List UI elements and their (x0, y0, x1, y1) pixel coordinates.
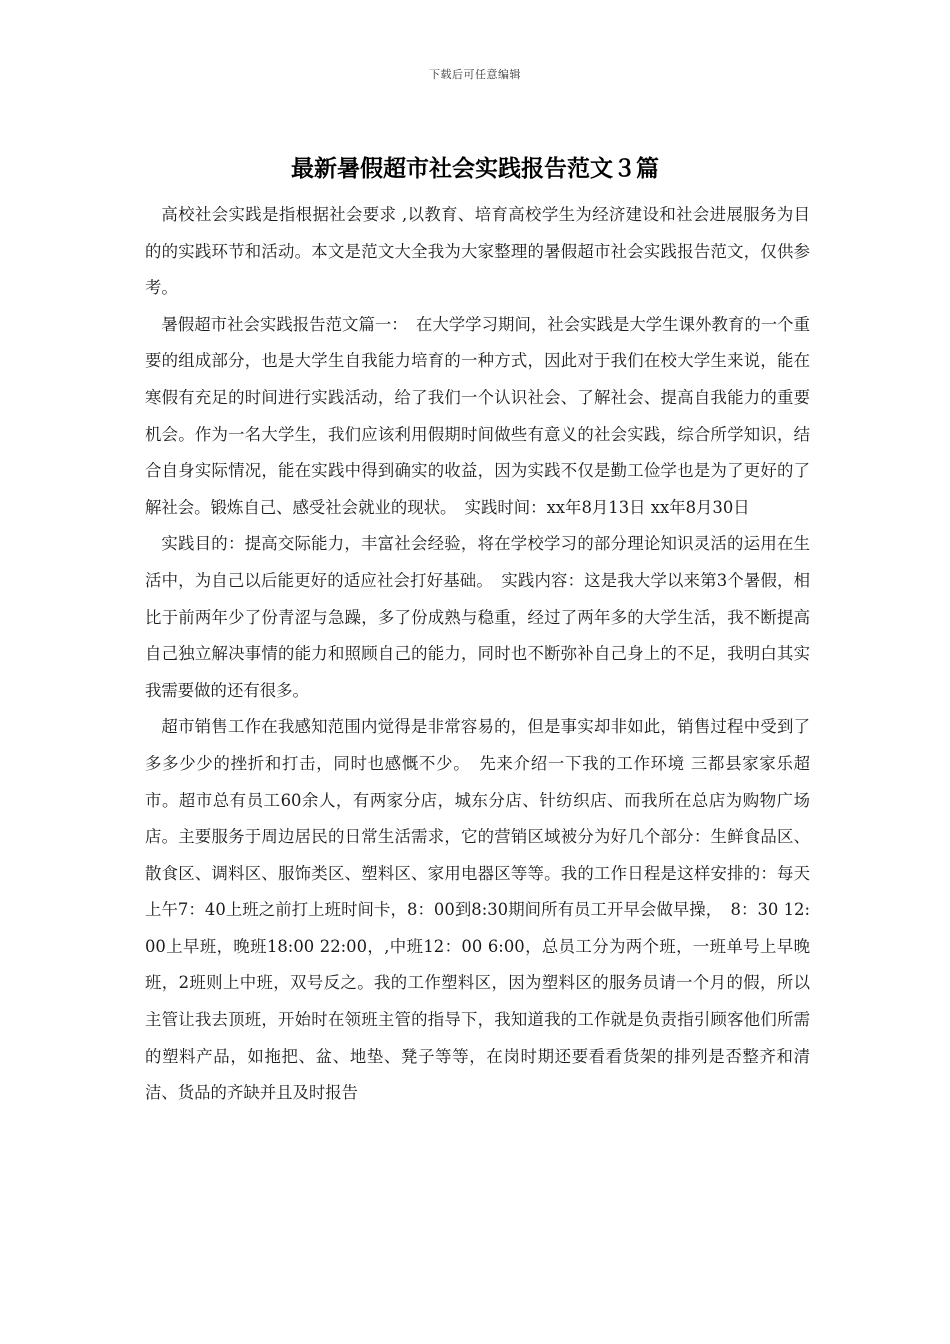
header-note: 下载后可任意编辑 (429, 68, 521, 81)
document-body (145, 197, 810, 1112)
paragraph-3: 超市销售工作在我感知范围内觉得是非常容易的，但是事实却非如此，销售过程中受到了多多少少的挫折和打击，同时也感慨不少。 先来介绍一下我的工作环境 三都县家家乐超市。超市总有员工60余人，有两家分店，城东分店、针纺织店、而我所在总店为购物广场店。主要服务于周边居民的日常生活需求，它的营销区域被分为好几个部分：生鲜食品区、散食区、调料区、服饰类区、塑料区、家用电器区等等。我的工作日程是这样安排的：每天上午7：40上班之前打上班时间卡，8：00到8:30期间所有员工开早会做早操， 8：30 12:00上早班，晚班18:00 22:00，,中班12：00 6:00，总员工分为两个班，一班单号上早晚班，2班则上中班，双号反之。我的工作塑料区，因为塑料区的服务员请一个月的假，所以主管让我去顶班，开始时在领班主管的指导下，我知道我的工作就是负责指引顾客他们所需的塑料产品，如拖把、盆、地垫、凳子等等，在岗时期还要看看货架的排列是否整齐和清洁、货品的齐缺并且及时报告 (145, 717, 810, 1103)
paragraph-intro: 高校社会实践是指根据社会要求 ,以教育、培育高校学生为经济建设和社会进展服务为目的的实践环节和活动。本文是范文大全我为大家整理的暑假超市社会实践报告范文，仅供参考。 (145, 205, 810, 298)
paragraph-2: 实践目的：提高交际能力，丰富社会经验，将在学校学习的部分理论知识灵活的运用在生活中，为自己以后能更好的适应社会打好基础。 实践内容：这是我大学以来第3个暑假，相比于前两年少了份青涩与急躁，多了份成熟与稳重，经过了两年多的大学生活，我不断提高自己独立解决事情的能力和照顾自己的能力，同时也不断弥补自己身上的不足，我明白其实我需要做的还有很多。 (145, 534, 810, 700)
document-title: 最新暑假超市社会实践报告范文３篇 (291, 156, 659, 182)
paragraph-1: 暑假超市社会实践报告范文篇一： 在大学学习期间，社会实践是大学生课外教育的一个重要的组成部分，也是大学生自我能力培育的一种方式，因此对于我们在校大学生来说，能在寒假有充足的时间进行实践活动，给了我们一个认识社会、了解社会、提高自我能力的重要机会。作为一名大学生，我们应该利用假期时间做些有意义的社会实践，综合所学知识，结合自身实际情况，能在实践中得到确实的收益，因为实践不仅是勤工俭学也是为了更好的了解社会。锻炼自己、感受社会就业的现状。 实践时间：xx年8月13日 xx年8月30日 (145, 314, 810, 517)
